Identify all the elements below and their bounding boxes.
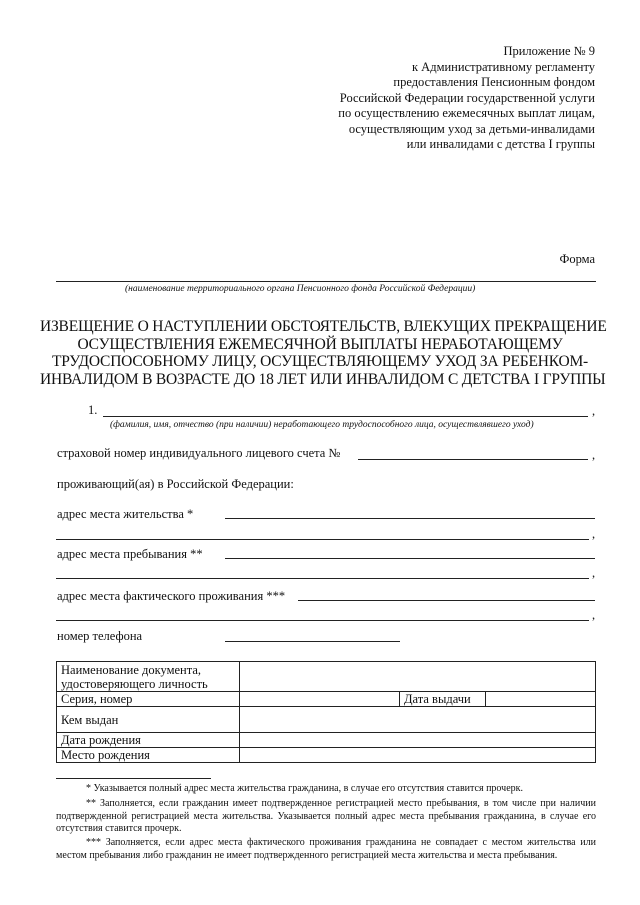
birth-place-value[interactable]	[240, 748, 596, 763]
territorial-caption: (наименование территориального органа Пенсионного фонда Российской Федерации)	[125, 284, 476, 294]
birth-place-label: Место рождения	[57, 748, 240, 763]
full-name-caption: (фамилия, имя, отчество (при наличии) неработающего трудоспособного лица, осуществлявшего уход)	[110, 420, 534, 430]
issued-by-value[interactable]	[240, 707, 596, 733]
comma: ,	[592, 566, 596, 580]
appendix-line: к Административному регламенту	[411, 59, 595, 74]
table-row	[57, 748, 596, 763]
issue-date-value[interactable]	[486, 692, 596, 707]
appendix-line: или инвалидами с детства I группы	[406, 137, 595, 151]
table-row	[57, 662, 596, 692]
insurance-number-label: страховой номер индивидуального лицевого счета №	[57, 446, 341, 460]
footnote-3: *** Заполняется, если адрес места фактического проживания гражданина не совпадает с местом жительства или местом пребывания либо гражданин не имеет подтвержденного регистрацией места жительства и места пребывания.	[56, 837, 596, 861]
insurance-number-field[interactable]	[358, 459, 588, 460]
territorial-body-field[interactable]	[56, 281, 596, 282]
footnote-1: * Указывается полный адрес места жительства гражданина, в случае его отсутствия ставится прочерк.	[86, 783, 523, 794]
full-name-field[interactable]	[103, 416, 588, 417]
table-row	[57, 707, 596, 733]
doc-name-label	[57, 662, 240, 692]
title-line: ТРУДОСПОСОБНОМУ ЛИЦУ, ОСУЩЕСТВЛЯЮЩЕМУ УХОД ЗА РЕБЕНКОМ-	[51, 353, 589, 370]
table-row	[57, 692, 596, 707]
appendix-line: по осуществлению ежемесячных выплат лицам,	[338, 106, 595, 120]
footnote-2: ** Заполняется, если гражданин имеет подтвержденное регистрацией место пребывания, в том числе при наличии подтвержденной регистрацией места жительства. Указывается полный адрес места пребывания гражданина, в случае его отсутствия ставится прочерк.	[56, 798, 596, 834]
residence-address-label: адрес места жительства *	[57, 507, 194, 521]
series-number-label: Серия, номер	[57, 692, 240, 707]
phone-label: номер телефона	[57, 629, 143, 643]
appendix-header	[295, 44, 595, 153]
title-line: ОСУЩЕСТВЛЕНИЯ ЕЖЕМЕСЯЧНОЙ ВЫПЛАТЫ НЕРАБОТАЮЩЕМУ	[77, 335, 563, 353]
residence-address-field-2[interactable]	[56, 539, 589, 540]
identity-document-table	[56, 661, 596, 763]
series-number-value[interactable]	[240, 692, 400, 707]
appendix-line: осуществляющим уход за детьми-инвалидами	[348, 121, 595, 136]
comma: ,	[592, 448, 596, 462]
appendix-line: Российской Федерации государственной услуги	[339, 90, 595, 105]
item-number: 1.	[88, 403, 98, 417]
actual-address-label: адрес места фактического проживания ***	[57, 589, 286, 603]
actual-address-field-2[interactable]	[56, 620, 589, 621]
doc-name-line: Наименование документа,	[61, 663, 202, 677]
title-line: ИЗВЕЩЕНИЕ О НАСТУПЛЕНИИ ОБСТОЯТЕЛЬСТВ, ВЛЕКУЩИХ ПРЕКРАЩЕНИЕ	[40, 318, 607, 335]
actual-address-field[interactable]	[298, 600, 595, 601]
appendix-line: предоставления Пенсионным фондом	[393, 75, 595, 89]
comma: ,	[592, 608, 596, 622]
phone-field[interactable]	[225, 641, 400, 642]
footnote-separator	[56, 778, 211, 779]
residing-label: проживающий(ая) в Российской Федерации:	[57, 477, 294, 491]
table-row	[57, 733, 596, 748]
title-line: ИНВАЛИДОМ В ВОЗРАСТЕ ДО 18 ЛЕТ ИЛИ ИНВАЛИДОМ С ДЕТСТВА I ГРУППЫ	[40, 370, 606, 388]
doc-name-line: удостоверяющего личность	[61, 677, 208, 691]
issued-by-label: Кем выдан	[57, 707, 240, 733]
stay-address-label: адрес места пребывания **	[57, 547, 203, 561]
appendix-line: Приложение № 9	[503, 44, 595, 58]
birth-date-value[interactable]	[240, 733, 596, 748]
doc-name-value[interactable]	[240, 662, 596, 692]
document-title	[40, 318, 607, 388]
stay-address-field[interactable]	[225, 558, 595, 559]
comma: ,	[592, 527, 596, 541]
form-label: Форма	[559, 252, 595, 266]
stay-address-field-2[interactable]	[56, 578, 589, 579]
birth-date-label: Дата рождения	[57, 733, 240, 748]
residence-address-field[interactable]	[225, 518, 595, 519]
issue-date-label: Дата выдачи	[400, 692, 486, 707]
comma: ,	[592, 404, 596, 418]
